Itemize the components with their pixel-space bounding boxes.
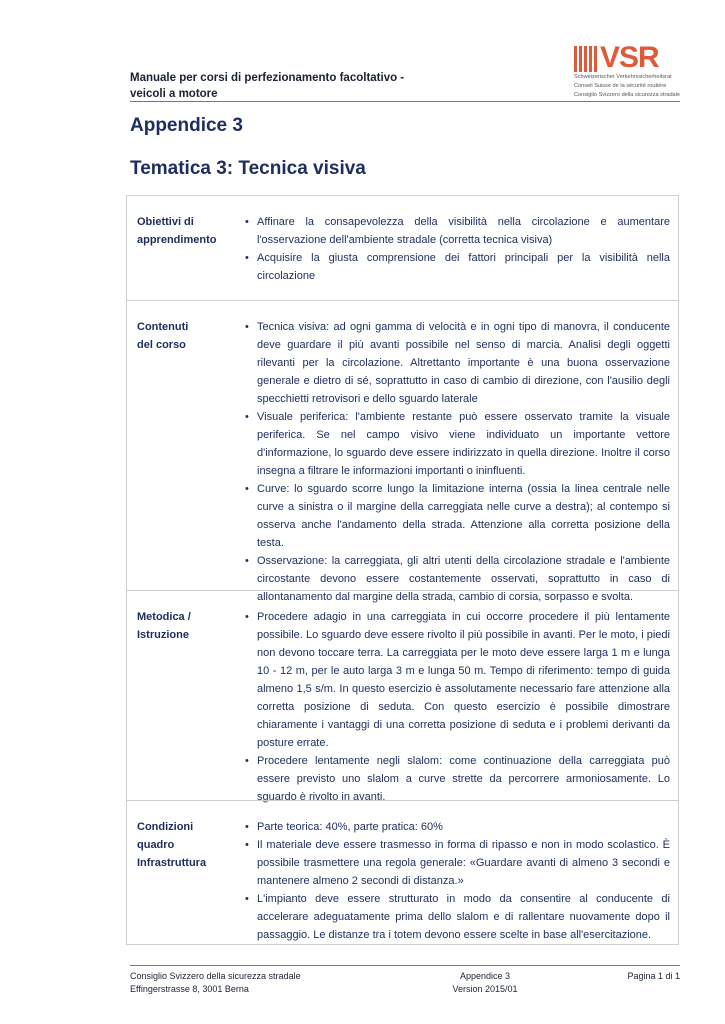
table-row <box>127 196 678 300</box>
footer-center <box>430 970 540 996</box>
table-row <box>127 590 678 801</box>
row-items <box>245 213 670 285</box>
header-title-line-2: veicoli a motore <box>130 88 218 100</box>
list-item: • Curve: lo sguardo scorre lungo la limitazione interna (ossia la linea centrale nelle curve a sinistra o il margine della carreggiata nelle curve a destra); al contempo si osserva anche l'andamento della strada. Attenzione alla corretta posizione della testa. <box>245 480 670 552</box>
row-label-line: Obiettivi di <box>137 216 194 228</box>
row-label <box>137 818 237 872</box>
list-item: • Osservazione: la carreggiata, gli altri utenti della circolazione stradale e l'ambiente circostante devono essere costantemente osservati, soprattutto in caso di allontanamento dal margine della strada, cambio di corsia, sorpasso e svolta. <box>245 552 670 606</box>
list-item: • Il materiale deve essere trasmesso in forma di ripasso e non in modo scolastico. È possibile trasmettere una regola generale: «Guardare avanti di almeno 3 secondi e mantenere almeno 2 secondi di distanza.» <box>245 836 670 890</box>
footer-version: Version 2015/01 <box>452 984 518 994</box>
list-item: • L'impianto deve essere strutturato in modo da consentire al conducente di accelerare adeguatamente prima dello slalom e di rallentare nuovamente dopo il passaggio. Le distanze tra i totem devono essere scelte in base all'esercitazione. <box>245 890 670 944</box>
row-label <box>137 608 237 644</box>
row-items <box>245 608 670 806</box>
row-label-line: del corso <box>137 339 186 351</box>
row-items <box>245 318 670 606</box>
list-item: • Visuale periferica: l'ambiente restante può essere osservato tramite la visuale periferica. Se nel campo visivo viene individuato un importante vettore d'informazione, lo sguardo deve essere indirizzato in quella direzione. Inoltre il corso insegna a filtrare le informazioni importanti o ininfluenti. <box>245 408 670 480</box>
table-row <box>127 300 678 603</box>
logo-wordmark: VSR <box>600 41 659 74</box>
logo-mark <box>574 41 684 74</box>
footer-right <box>580 970 680 983</box>
header-divider <box>130 101 680 102</box>
page-number: Pagina 1 di 1 <box>627 971 680 981</box>
row-label-line: Metodica / <box>137 611 191 623</box>
footer-org: Consiglio Svizzero della sicurezza stradale <box>130 971 301 981</box>
row-label <box>137 213 237 249</box>
list-item: • Tecnica visiva: ad ogni gamma di velocità e in ogni tipo di manovra, il conducente deve guardare il più avanti possibile nel senso di marcia. Analisi degli oggetti rilevanti per la circolazione. Altrettanto importante è una buona osservazione generale e dietro di sé, soprattutto in caso di cambio di direzione, con l'ausilio degli specchietti retrovisori e dello sguardo laterale <box>245 318 670 408</box>
list-item: • Affinare la consapevolezza della visibilità nella circolazione e aumentare l'osservazione dell'ambiente stradale (corretta tecnica visiva) <box>245 213 670 249</box>
list-item: • Procedere lentamente negli slalom: come continuazione della carreggiata può essere previsto uno slalom a curve strette da percorrere armoniosamente. Lo sguardo è rivolto in avanti. <box>245 752 670 806</box>
document-header-title <box>130 70 430 102</box>
row-label-line: quadro <box>137 839 175 851</box>
logo-subtitle-it: Consiglio Svizzero della sicurezza stradale <box>574 92 681 98</box>
row-label <box>137 318 237 354</box>
page-subtitle: Tematica 3: Tecnica visiva <box>130 158 366 179</box>
footer-address: Effingerstrasse 8, 3001 Berna <box>130 984 249 994</box>
row-label-line: Istruzione <box>137 629 189 641</box>
footer-divider <box>130 965 680 966</box>
row-label-line: apprendimento <box>137 234 217 246</box>
list-item: • Procedere adagio in una carreggiata in cui occorre procedere il più lentamente possibile. Lo sguardo deve essere rivolto il più possibile in avanti. Per le moto, i piedi non devono toccare terra. La carreggiata per le moto deve essere larga 1 m e lunga 10 - 12 m, per le auto larga 3 m e lunga 50 m. Tempo di riferimento: tempo di guida almeno 1,5 s/m. In questo esercizio è assolutamente necessario fare attenzione alla corretta posizione di seduta. Con questo esercizio è possibile dimostrare chiaramente i vantaggi di una corretta posizione di seduta e i problemi derivanti da posture errate. <box>245 608 670 752</box>
table-row <box>127 800 678 947</box>
logo-subtitle-de: Schweizerischer Verkehrssicherheitsrat <box>574 74 672 80</box>
footer-left <box>130 970 370 996</box>
page-title: Appendice 3 <box>130 115 243 136</box>
list-item: • Acquisire la giusta comprensione dei fattori principali per la visibilità nella circolazione <box>245 249 670 285</box>
row-items <box>245 818 670 944</box>
logo-subtitle-fr: Conseil Suisse de la sécurité routière <box>574 83 667 89</box>
row-label-line: Contenuti <box>137 321 189 333</box>
vsr-logo <box>574 41 684 100</box>
logo-bars-icon <box>574 46 597 72</box>
footer-appendix: Appendice 3 <box>459 971 511 981</box>
row-label-line: Infrastruttura <box>137 857 207 869</box>
header-title-line-1: Manuale per corsi di perfezionamento facoltativo - <box>130 72 405 84</box>
content-table <box>126 195 679 945</box>
list-item: • Parte teorica: 40%, parte pratica: 60% <box>245 818 670 836</box>
row-label-line: Condizioni <box>137 821 194 833</box>
